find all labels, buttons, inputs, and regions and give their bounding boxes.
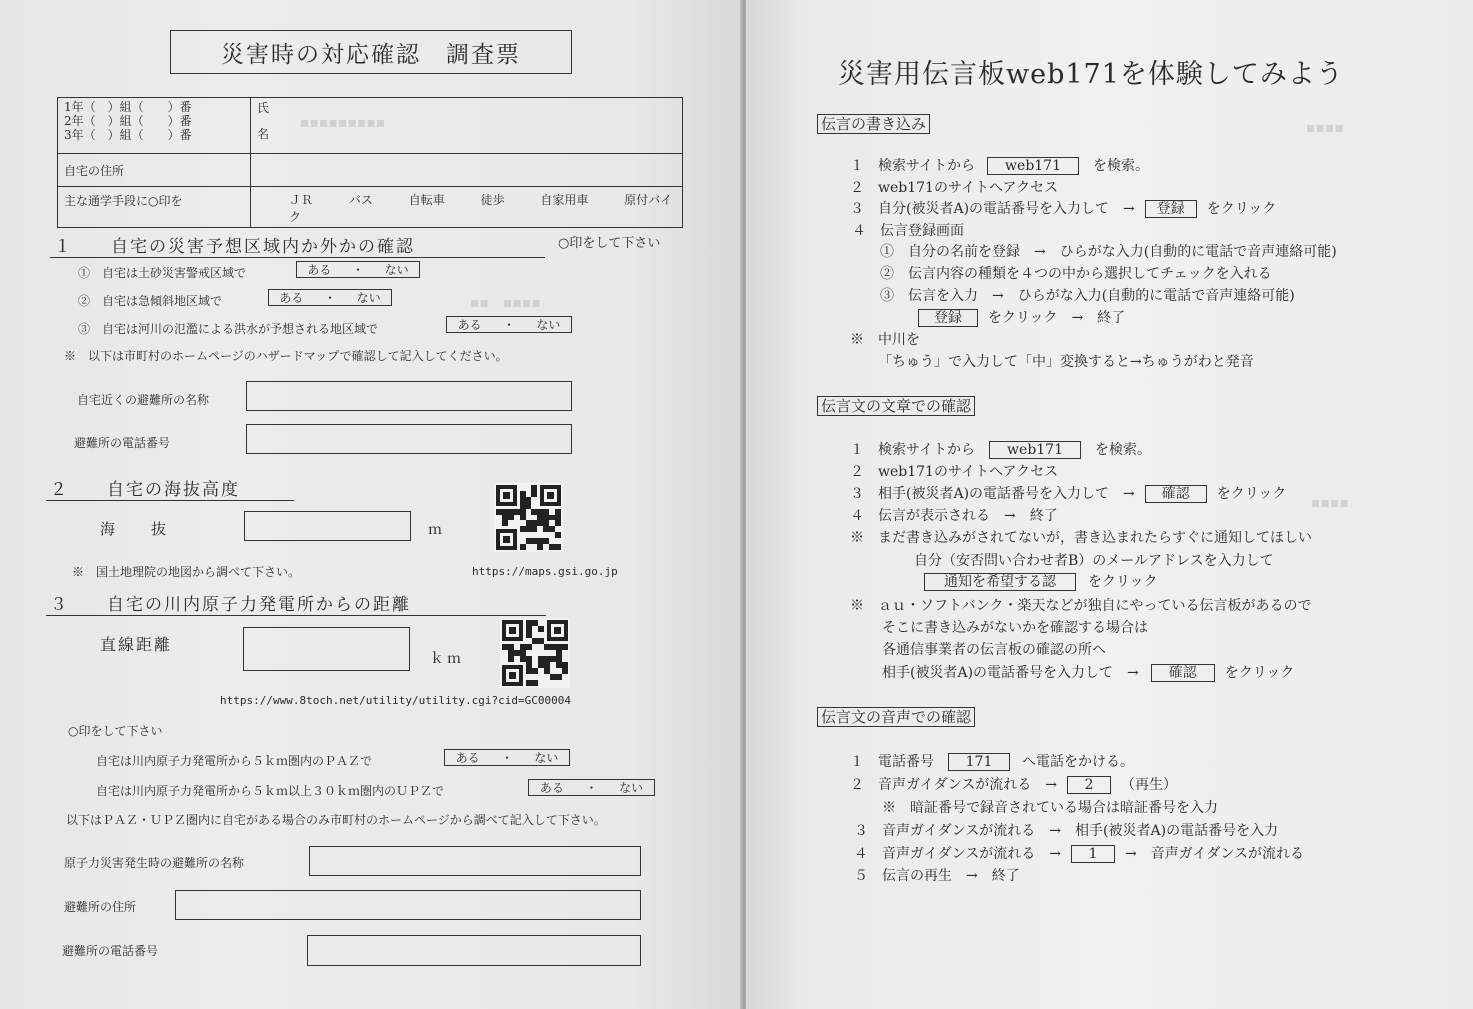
confirm-note6: 各通信事業者の伝言板の確認の所へ	[882, 642, 1106, 658]
paz-upz-note: 以下はＰＡＺ・ＵＰＺ圏内に自宅がある場合のみ市町村のホームページから調べて記入して下さい。	[66, 813, 606, 827]
confirm-step1-text: １ 検索サイトから	[850, 442, 976, 458]
qr-finder-pattern	[496, 485, 517, 506]
write-step1-text: １ 検索サイトから	[850, 158, 976, 174]
grade-row: 1年（ ）組（ ）番	[64, 100, 192, 114]
shelter-address-label: 避難所の住所	[64, 900, 137, 914]
search-term-box: web171	[987, 157, 1079, 175]
write-step3-text: ３ 自分(被災者A)の電話番号を入力して →	[850, 201, 1135, 217]
write-step4-sub1: ① 自分の名前を登録 → ひらがな入力(自動的に電話で音声連絡可能)	[880, 244, 1337, 260]
key-2-box: 2	[1067, 776, 1111, 794]
choice-yes[interactable]: ある	[307, 263, 332, 277]
commute-option[interactable]: 原付バイク	[289, 193, 673, 224]
address-field[interactable]	[251, 154, 683, 187]
nuclear-shelter-label: 原子力災害発生時の避難所の名称	[64, 856, 245, 870]
confirm-button[interactable]: 確認	[1145, 485, 1207, 503]
voice-step1-text: １ 電話番号	[850, 754, 934, 770]
confirm-step3-text: ３ 相手(被災者A)の電話番号を入力して →	[850, 486, 1135, 502]
bleed-through-text: ▪▪▪▪	[1311, 495, 1349, 511]
section1-item-label: ① 自宅は土砂災害警戒区域で	[78, 266, 247, 280]
confirm-step2: ２ web171のサイトへアクセス	[850, 464, 1059, 480]
register-button[interactable]: 登録	[918, 309, 978, 327]
paz-label: 自宅は川内原子力発電所から５ｋｍ圏内のＰＡＺで	[96, 754, 373, 768]
choice-yes[interactable]: ある	[279, 291, 304, 305]
confirm-note3-suffix: をクリック	[1088, 574, 1158, 590]
key-1-box: 1	[1071, 845, 1115, 863]
grade-row: 3年（ ）組（ ）番	[64, 128, 192, 142]
confirm-note5: そこに書き込みがないかを確認する場合は	[882, 620, 1148, 636]
right-page-web171-guide	[746, 0, 1473, 1009]
confirm-step3-suffix: をクリック	[1216, 486, 1287, 502]
qr-module	[555, 544, 561, 550]
voice-step2-suffix: （再生）	[1121, 777, 1178, 793]
choice-no[interactable]: ない	[384, 263, 409, 277]
voice-step4-suffix: → 音声ガイダンスが流れる	[1125, 846, 1305, 862]
qr-finder-pattern	[547, 620, 568, 641]
yes-no-choice[interactable]	[296, 261, 420, 278]
commute-option[interactable]: 徒歩	[480, 193, 505, 207]
section1-note: ○印をして下さい	[558, 236, 661, 251]
write-step1-suffix: を検索。	[1093, 158, 1150, 174]
nuclear-shelter-field[interactable]	[309, 846, 641, 876]
choice-separator: ・	[500, 751, 513, 765]
choice-yes[interactable]: ある	[457, 318, 482, 332]
distance-unit: ｋｍ	[430, 651, 464, 667]
choice-separator: ・	[351, 263, 364, 277]
voice-step3: ３ 音声ガイダンスが流れる → 相手(被災者A)の電話番号を入力	[854, 823, 1279, 839]
shelter-name-label: 自宅近くの避難所の名称	[77, 393, 210, 407]
guide-title: 災害用伝言板web171を体験してみよう	[838, 59, 1344, 90]
elevation-label: 海 抜	[100, 520, 169, 538]
section3-heading: ３ 自宅の川内原子力発電所からの距離	[46, 590, 546, 616]
address-label: 自宅の住所	[58, 154, 251, 187]
write-heading: 伝言の書き込み	[817, 114, 930, 134]
choice-separator: ・	[585, 781, 598, 795]
shelter-phone-field[interactable]	[246, 424, 572, 454]
nuclear-shelter-phone-field[interactable]	[307, 935, 641, 966]
gsi-note: ※ 国土地理院の地図から調べて下さい。	[72, 565, 301, 579]
confirm-note2: 自分（安否問い合わせ者B）のメールアドレスを入力して	[914, 553, 1274, 569]
qr-code-distance-utility	[500, 618, 570, 688]
qr-module	[562, 680, 568, 686]
survey-title: 災害時の対応確認 調査票	[170, 30, 572, 74]
student-info-table	[57, 97, 683, 228]
voice-step1-suffix: へ電話をかける。	[1022, 754, 1134, 770]
confirm-step4: ４ 伝言が表示される → 終了	[850, 508, 1058, 524]
voice-step2-note: ※ 暗証番号で録音されている場合は暗証番号を入力	[882, 800, 1218, 816]
confirm-step1-suffix: を検索。	[1095, 442, 1152, 458]
distance-url[interactable]: https://www.8toch.net/utility/utility.cgi?cid=GC00004	[220, 694, 571, 707]
qr-finder-pattern	[502, 665, 523, 686]
write-note2: 「ちゅう」で入力して「中」変換すると→ちゅうがわと発音	[878, 354, 1254, 370]
shelter-name-field[interactable]	[246, 381, 572, 411]
qr-finder-pattern	[540, 485, 561, 506]
register-button[interactable]: 登録	[1145, 200, 1197, 218]
confirm-note7-text: 相手(被災者A)の電話番号を入力して →	[882, 665, 1139, 681]
qr-finder-pattern	[496, 529, 517, 550]
qr-code-gsi-maps	[494, 483, 563, 552]
write-step5-suffix: をクリック → 終了	[988, 310, 1126, 326]
section1-item-label: ③ 自宅は河川の氾濫による洪水が予想される地区域で	[78, 322, 379, 336]
voice-step4-text: ４ 音声ガイダンスが流れる →	[854, 846, 1062, 862]
choice-yes[interactable]: ある	[539, 781, 564, 795]
gsi-url[interactable]: https://maps.gsi.go.jp	[472, 565, 618, 578]
nuclear-shelter-phone-label: 避難所の電話番号	[62, 944, 159, 958]
choice-separator: ・	[323, 291, 336, 305]
name-label: 名	[257, 127, 270, 141]
elevation-unit: ｍ	[428, 522, 442, 538]
choice-separator: ・	[502, 318, 515, 332]
shelter-address-field[interactable]	[175, 890, 641, 920]
write-step4: ４ 伝言登録画面	[852, 223, 964, 239]
choice-no[interactable]: ない	[536, 318, 561, 332]
confirm-button[interactable]: 確認	[1151, 664, 1215, 682]
commute-option[interactable]: 自転車	[408, 193, 445, 207]
confirm-note1: ※ まだ書き込みがされてないが，書き込まれたらすぐに通知してほしい	[850, 530, 1312, 546]
search-term-box: web171	[989, 441, 1081, 459]
commute-option[interactable]: バス	[348, 193, 373, 207]
name-label: 氏	[257, 101, 270, 115]
section2-heading: ２ 自宅の海抜高度	[46, 475, 294, 501]
confirm-note7-suffix: をクリック	[1224, 665, 1295, 681]
write-step3-suffix: をクリック	[1206, 201, 1277, 217]
section1-heading: １ 自宅の災害予想区域内か外かの確認	[50, 232, 545, 258]
shelter-phone-label: 避難所の電話番号	[74, 436, 171, 450]
hazard-map-note: ※ 以下は市町村のホームページのハザードマップで確認して記入してください。	[64, 349, 508, 363]
paz-yes-no-choice[interactable]	[444, 749, 570, 766]
bleed-through-text: ▪▪▪▪▪▪▪▪▪	[300, 115, 386, 131]
write-note1: ※ 中川を	[850, 332, 920, 348]
choice-no[interactable]: ない	[619, 781, 644, 795]
distance-label: 直線距離	[100, 635, 173, 654]
circle-note: ○印をして下さい	[68, 724, 163, 738]
choice-no[interactable]: ない	[356, 291, 381, 305]
confirm-heading: 伝言文の文章での確認	[817, 396, 975, 416]
write-step4-sub3: ③ 伝言を入力 → ひらがな入力(自動的に電話で音声連絡可能)	[880, 288, 1295, 304]
confirm-note4: ※ ａｕ・ソフトバンク・楽天などが独自にやっている伝言板があるので	[850, 598, 1312, 614]
phone-number-box: 171	[948, 753, 1010, 771]
commute-option[interactable]: 自家用車	[540, 193, 589, 207]
choice-no[interactable]: ない	[534, 751, 559, 765]
voice-heading: 伝言文の音声での確認	[817, 707, 975, 727]
notify-request-button[interactable]: 通知を希望する認	[924, 573, 1076, 591]
voice-step2-text: ２ 音声ガイダンスが流れる →	[850, 777, 1058, 793]
commute-option[interactable]: ＪＲ	[289, 193, 314, 207]
bleed-through-text: ▪▪ ▪▪▪▪	[470, 295, 541, 311]
bleed-through-text: ▪▪▪▪	[1306, 120, 1344, 136]
upz-label: 自宅は川内原子力発電所から５ｋｍ以上３０ｋｍ圏内のＵＰＺで	[96, 784, 445, 798]
write-step4-sub2: ② 伝言内容の種類を４つの中から選択してチェックを入れる	[880, 266, 1272, 282]
section1-item-label: ② 自宅は急傾斜地区域で	[78, 294, 223, 308]
upz-yes-no-choice[interactable]	[528, 779, 655, 796]
yes-no-choice[interactable]	[446, 316, 572, 333]
write-step2: ２ web171のサイトへアクセス	[850, 180, 1059, 196]
distance-field[interactable]	[243, 627, 410, 671]
voice-step5: ５ 伝言の再生 → 終了	[854, 868, 1020, 884]
yes-no-choice[interactable]	[268, 289, 392, 306]
commute-label: 主な通学手段に○印を	[58, 187, 251, 228]
elevation-field[interactable]	[244, 511, 411, 541]
choice-yes[interactable]: ある	[455, 751, 480, 765]
grade-row: 2年（ ）組（ ）番	[64, 114, 192, 128]
qr-finder-pattern	[502, 620, 523, 641]
